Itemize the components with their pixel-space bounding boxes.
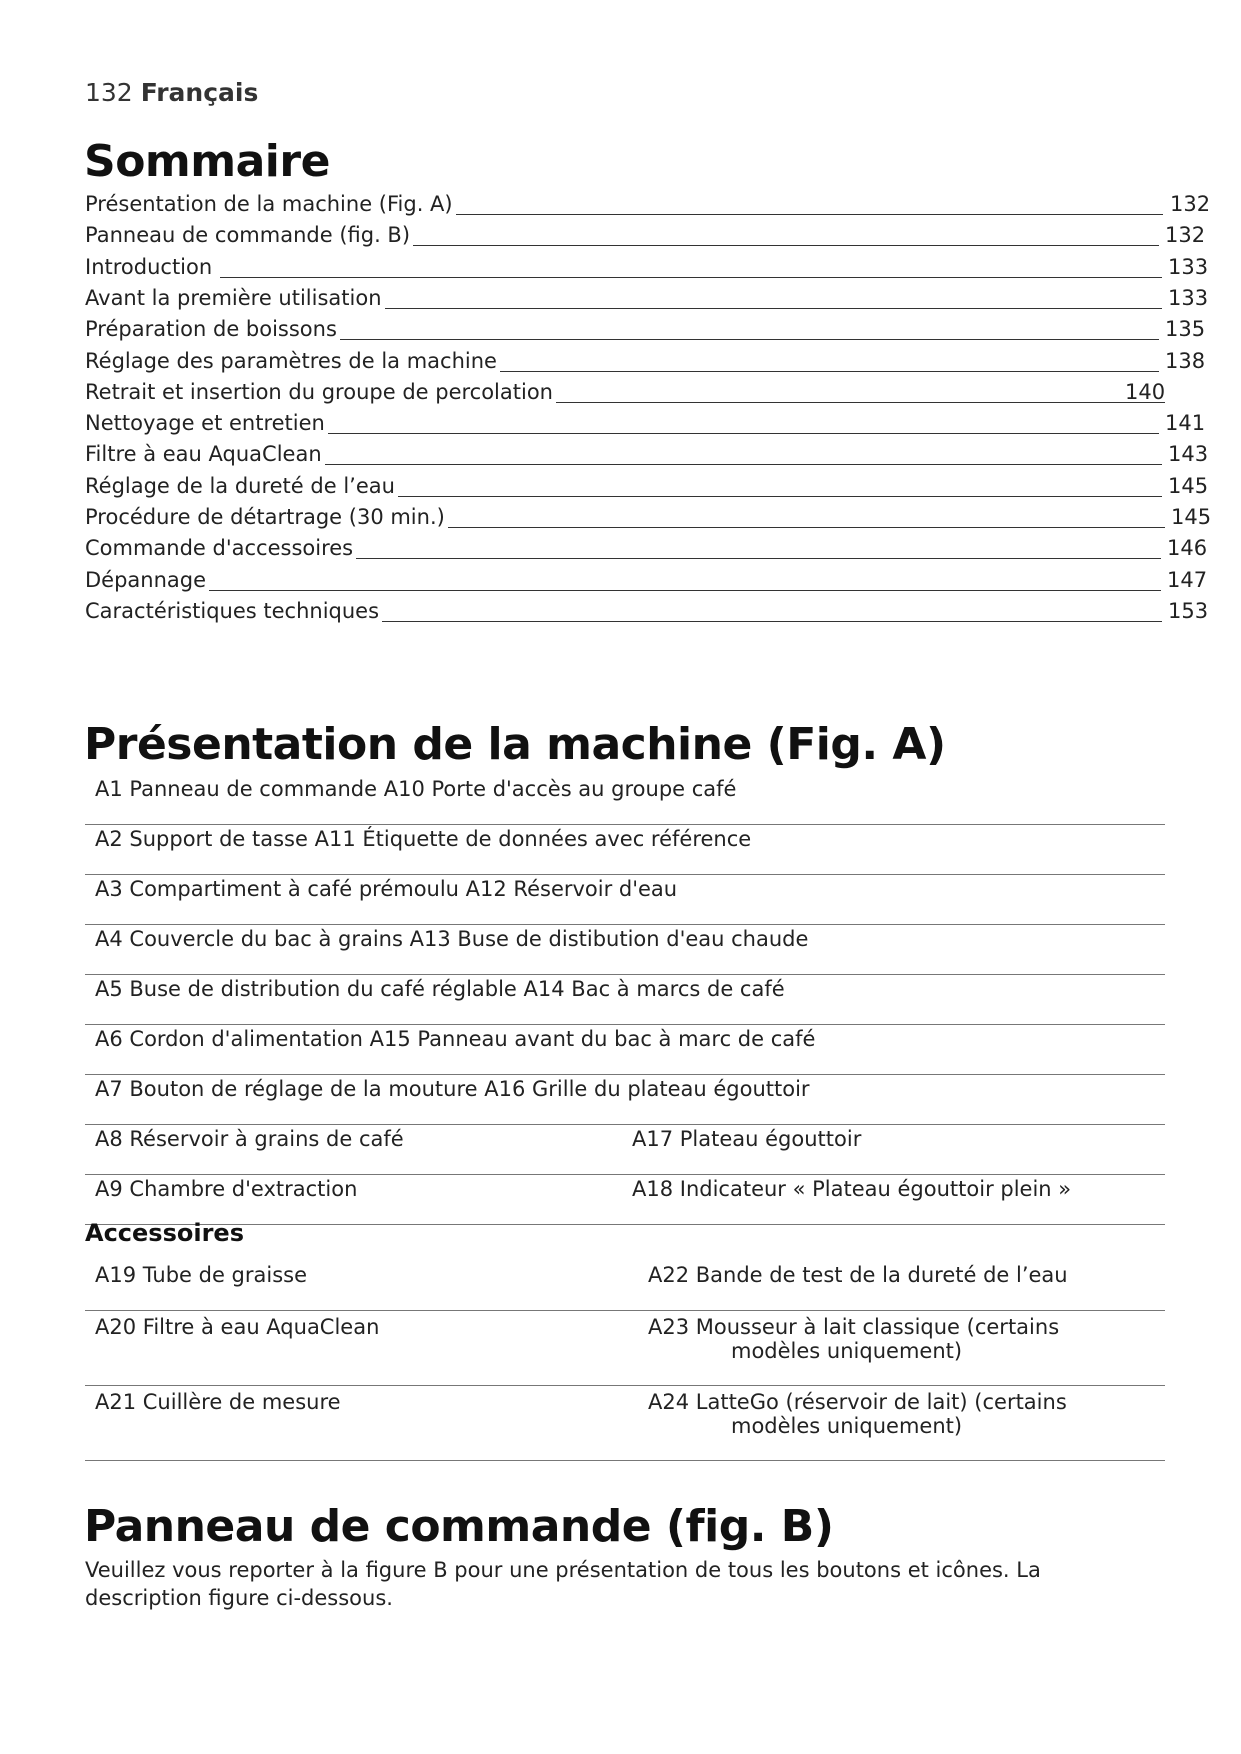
toc-leader: [423, 527, 1165, 528]
toc-item-page: 153: [1168, 598, 1209, 623]
toc-item: [85, 221, 1206, 255]
toc-item-page: 141: [1165, 411, 1206, 436]
toc-item-text: Retrait et insertion du groupe de percolation: [85, 380, 556, 404]
cell-line: A23 Mousseur à lait classique (certains: [648, 1315, 1060, 1339]
table-row: [85, 975, 1165, 1025]
toc-leader: [535, 402, 1165, 403]
toc-item-page: 140: [1125, 379, 1166, 404]
table-cell: A6 Cordon d'alimentation A15 Panneau avant du bac à marc de café: [85, 1025, 1165, 1075]
table-cell: [648, 1386, 1165, 1461]
toc-item-text: Introduction: [85, 255, 215, 279]
table-cell: A8 Réservoir à grains de café: [85, 1125, 632, 1175]
table-cell: A21 Cuillère de mesure: [85, 1386, 648, 1461]
toc-item-page: 145: [1171, 505, 1212, 529]
table-cell: A20 Filtre à eau AquaClean: [85, 1311, 648, 1386]
page-number: 132: [85, 78, 133, 107]
table-cell: A4 Couvercle du bac à grains A13 Buse de distibution d'eau chaude: [85, 925, 1165, 975]
toc-leader: [329, 339, 1159, 340]
toc-leader: [343, 558, 1161, 559]
table-cell: A3 Compartiment à café prémoulu A12 Réservoir d'eau: [85, 875, 1165, 925]
toc-item: [85, 440, 1209, 474]
toc-item-text: Préparation de boissons: [85, 317, 340, 341]
toc-item: [85, 284, 1209, 318]
table-row: [85, 1025, 1165, 1075]
toc-item: [85, 347, 1206, 381]
table-row: [85, 1125, 1165, 1175]
toc-leader: [209, 590, 1161, 591]
toc-item-text: Réglage des paramètres de la machine: [85, 349, 500, 373]
table-cell: A9 Chambre d'extraction: [85, 1175, 632, 1225]
control-panel-title: Panneau de commande (fig. B): [84, 1501, 834, 1552]
table-row: [85, 1311, 1165, 1386]
toc-item-page: 147: [1167, 567, 1208, 592]
toc-item-page: 145: [1168, 473, 1209, 498]
toc-leader: [363, 621, 1162, 622]
table-cell: A5 Buse de distribution du café réglable A14 Bac à marcs de café: [85, 975, 1165, 1025]
toc-item-text: Réglage de la dureté de l’eau: [85, 474, 398, 498]
table-cell: A18 Indicateur « Plateau égouttoir plein »: [632, 1175, 1165, 1225]
table-cell: A2 Support de tasse A11 Étiquette de données avec référence: [85, 825, 1165, 875]
accessories-table: [85, 1259, 1165, 1461]
toc-leader: [385, 496, 1162, 497]
cell-line-2: modèles uniquement): [731, 1339, 963, 1363]
page-header: [85, 78, 258, 107]
table-row: [85, 1075, 1165, 1125]
machine-parts-table: [85, 775, 1165, 1225]
cell-line: A24 LatteGo (réservoir de lait) (certains: [648, 1390, 1067, 1414]
toc-title: Sommaire: [84, 136, 330, 187]
toc-item: [85, 315, 1206, 349]
table-cell: A1 Panneau de commande A10 Porte d'accès au groupe café: [85, 775, 1165, 825]
cell-line-2: modèles uniquement): [731, 1414, 963, 1438]
toc-item-page: 146: [1167, 536, 1208, 561]
table-row: [85, 875, 1165, 925]
toc-item-page: 133: [1168, 285, 1209, 310]
toc-item-page: 133: [1168, 254, 1209, 279]
table-cell: A7 Bouton de réglage de la mouture A16 Grille du plateau égouttoir: [85, 1075, 1165, 1125]
toc-leader: [475, 371, 1159, 372]
toc-item: [85, 409, 1206, 443]
toc-item: [85, 472, 1209, 506]
table-row: [85, 1175, 1165, 1225]
toc-leader: [365, 308, 1162, 309]
toc-item: [85, 378, 1166, 412]
toc-item-text: Présentation de la machine (Fig. A): [85, 192, 456, 216]
accessories-title: Accessoires: [85, 1219, 244, 1247]
cell-line: A22 Bande de test de la dureté de l’eau: [648, 1263, 1068, 1287]
toc-item-page: 135: [1165, 317, 1206, 342]
toc-leader: [391, 245, 1159, 246]
toc-leader: [315, 433, 1159, 434]
page-language: Français: [140, 78, 259, 107]
toc-item-text: Filtre à eau AquaClean: [85, 442, 325, 466]
toc-item-text: Procédure de détartrage (30 min.): [85, 505, 448, 529]
toc-item-text: Commande d'accessoires: [85, 536, 356, 560]
toc-item: [85, 503, 1212, 537]
table-row: [85, 925, 1165, 975]
toc-item: [85, 253, 1209, 287]
toc-leader: [320, 464, 1162, 465]
toc-leader: [425, 214, 1163, 215]
control-panel-description: Veuillez vous reporter à la figure B pour une présentation de tous les boutons et icônes. La description figure ci-dessous.: [85, 1558, 1041, 1610]
toc-item: [85, 534, 1208, 568]
table-cell: [648, 1311, 1165, 1386]
toc-item-page: 132: [1170, 192, 1211, 216]
toc-item-text: Dépannage: [85, 568, 209, 592]
table-row: [85, 1386, 1165, 1461]
table-row: [85, 775, 1165, 825]
table-cell: [648, 1259, 1165, 1311]
toc-item: [85, 597, 1209, 631]
toc-item-page: 138: [1165, 348, 1206, 373]
toc-item-text: Nettoyage et entretien: [85, 411, 328, 435]
table-row: [85, 825, 1165, 875]
table-cell: A19 Tube de graisse: [85, 1259, 648, 1311]
toc-item: [85, 566, 1208, 600]
machine-section-title: Présentation de la machine (Fig. A): [84, 719, 946, 770]
toc-item-text: Caractéristiques techniques: [85, 599, 382, 623]
toc-item-text: Avant la première utilisation: [85, 286, 385, 310]
toc-item-page: 143: [1168, 442, 1209, 467]
table-row: [85, 1259, 1165, 1311]
table-cell: A17 Plateau égouttoir: [632, 1125, 1165, 1175]
toc-item: [85, 190, 1211, 224]
toc-leader: [220, 277, 1162, 278]
toc-item-text: Panneau de commande (fig. B): [85, 223, 413, 247]
toc-item-page: 132: [1165, 223, 1206, 248]
